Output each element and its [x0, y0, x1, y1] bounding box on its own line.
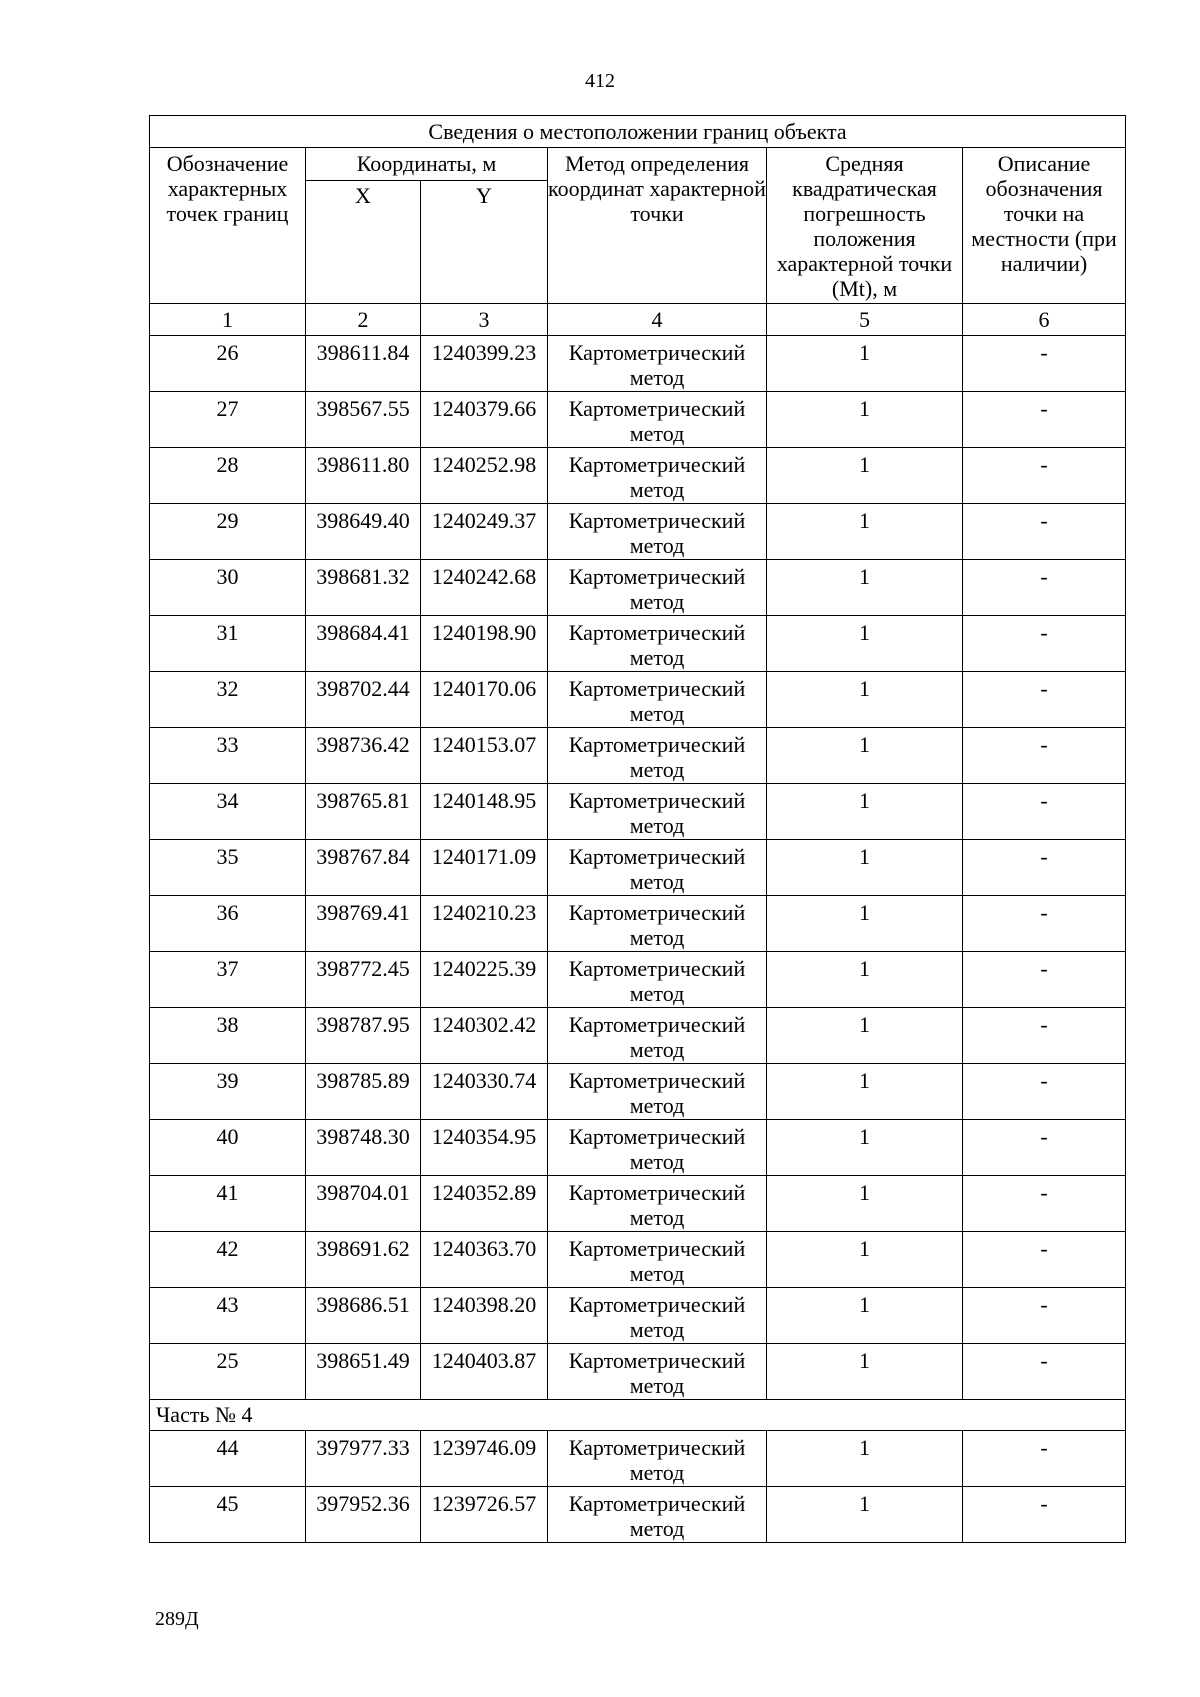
y-coordinate-cell: 1239726.57: [421, 1487, 548, 1543]
table-row: [150, 1344, 1126, 1400]
point-cell: 38: [150, 1008, 306, 1064]
description-cell: -: [963, 1008, 1126, 1064]
column-number: 5: [767, 304, 963, 336]
method-cell: Картометрический метод: [548, 896, 767, 952]
point-cell: 35: [150, 840, 306, 896]
error-cell: 1: [767, 672, 963, 728]
x-coordinate-cell: 398686.51: [306, 1288, 421, 1344]
header-y: Y: [421, 181, 548, 304]
header-error: Средняя квадратическая погрешность положения характерной точки (Mt), м: [767, 148, 963, 304]
error-cell: 1: [767, 1176, 963, 1232]
description-cell: -: [963, 952, 1126, 1008]
table-row: [150, 1487, 1126, 1543]
table-row: [150, 896, 1126, 952]
table-caption: Сведения о местоположении границ объекта: [150, 116, 1126, 148]
x-coordinate-cell: 398787.95: [306, 1008, 421, 1064]
table-row: [150, 728, 1126, 784]
method-cell: Картометрический метод: [548, 1008, 767, 1064]
column-numbers-row: [150, 304, 1126, 336]
point-cell: 34: [150, 784, 306, 840]
description-cell: -: [963, 784, 1126, 840]
method-cell: Картометрический метод: [548, 1176, 767, 1232]
column-number: 1: [150, 304, 306, 336]
x-coordinate-cell: 398736.42: [306, 728, 421, 784]
method-cell: Картометрический метод: [548, 1344, 767, 1400]
table-row: [150, 784, 1126, 840]
method-cell: Картометрический метод: [548, 840, 767, 896]
point-cell: 40: [150, 1120, 306, 1176]
error-cell: 1: [767, 336, 963, 392]
point-cell: 32: [150, 672, 306, 728]
error-cell: 1: [767, 560, 963, 616]
point-cell: 39: [150, 1064, 306, 1120]
y-coordinate-cell: 1240198.90: [421, 616, 548, 672]
table-row: [150, 1232, 1126, 1288]
table-row: [150, 1008, 1126, 1064]
x-coordinate-cell: 398611.80: [306, 448, 421, 504]
point-cell: 42: [150, 1232, 306, 1288]
description-cell: -: [963, 1487, 1126, 1543]
error-cell: 1: [767, 448, 963, 504]
y-coordinate-cell: 1240363.70: [421, 1232, 548, 1288]
method-cell: Картометрический метод: [548, 672, 767, 728]
y-coordinate-cell: 1240252.98: [421, 448, 548, 504]
method-cell: Картометрический метод: [548, 1232, 767, 1288]
y-coordinate-cell: 1240210.23: [421, 896, 548, 952]
column-number: 6: [963, 304, 1126, 336]
y-coordinate-cell: 1240148.95: [421, 784, 548, 840]
method-cell: Картометрический метод: [548, 616, 767, 672]
method-cell: Картометрический метод: [548, 1431, 767, 1487]
y-coordinate-cell: 1239746.09: [421, 1431, 548, 1487]
header-coordinates: Координаты, м: [306, 148, 548, 181]
description-cell: -: [963, 448, 1126, 504]
method-cell: Картометрический метод: [548, 1120, 767, 1176]
description-cell: -: [963, 1431, 1126, 1487]
y-coordinate-cell: 1240249.37: [421, 504, 548, 560]
y-coordinate-cell: 1240225.39: [421, 952, 548, 1008]
table-row: [150, 336, 1126, 392]
x-coordinate-cell: 397977.33: [306, 1431, 421, 1487]
description-cell: -: [963, 672, 1126, 728]
table-row: [150, 392, 1126, 448]
method-cell: Картометрический метод: [548, 952, 767, 1008]
description-cell: -: [963, 1232, 1126, 1288]
y-coordinate-cell: 1240399.23: [421, 336, 548, 392]
x-coordinate-cell: 398611.84: [306, 336, 421, 392]
description-cell: -: [963, 392, 1126, 448]
x-coordinate-cell: 398767.84: [306, 840, 421, 896]
table-row: [150, 1288, 1126, 1344]
table-row: [150, 1431, 1126, 1487]
table-row: [150, 1120, 1126, 1176]
point-cell: 37: [150, 952, 306, 1008]
column-number: 4: [548, 304, 767, 336]
x-coordinate-cell: 398684.41: [306, 616, 421, 672]
table-row: [150, 1176, 1126, 1232]
header-description: Описание обозначения точки на местности (при наличии): [963, 148, 1126, 304]
point-cell: 30: [150, 560, 306, 616]
error-cell: 1: [767, 728, 963, 784]
point-cell: 28: [150, 448, 306, 504]
x-coordinate-cell: 398748.30: [306, 1120, 421, 1176]
description-cell: -: [963, 1344, 1126, 1400]
error-cell: 1: [767, 1232, 963, 1288]
error-cell: 1: [767, 1431, 963, 1487]
error-cell: 1: [767, 1064, 963, 1120]
x-coordinate-cell: 398772.45: [306, 952, 421, 1008]
x-coordinate-cell: 398651.49: [306, 1344, 421, 1400]
header-method: Метод определения координат характерной точки: [548, 148, 767, 304]
x-coordinate-cell: 398681.32: [306, 560, 421, 616]
y-coordinate-cell: 1240352.89: [421, 1176, 548, 1232]
error-cell: 1: [767, 840, 963, 896]
y-coordinate-cell: 1240171.09: [421, 840, 548, 896]
x-coordinate-cell: 398649.40: [306, 504, 421, 560]
y-coordinate-cell: 1240330.74: [421, 1064, 548, 1120]
description-cell: -: [963, 1288, 1126, 1344]
point-cell: 26: [150, 336, 306, 392]
description-cell: -: [963, 616, 1126, 672]
method-cell: Картометрический метод: [548, 728, 767, 784]
error-cell: 1: [767, 784, 963, 840]
column-number: 3: [421, 304, 548, 336]
table-row: [150, 840, 1126, 896]
point-cell: 31: [150, 616, 306, 672]
description-cell: -: [963, 840, 1126, 896]
x-coordinate-cell: 398785.89: [306, 1064, 421, 1120]
header-point: Обозначение характерных точек границ: [150, 148, 306, 304]
document-code: 289Д: [155, 1608, 199, 1630]
error-cell: 1: [767, 952, 963, 1008]
y-coordinate-cell: 1240403.87: [421, 1344, 548, 1400]
column-number: 2: [306, 304, 421, 336]
description-cell: -: [963, 728, 1126, 784]
description-cell: -: [963, 896, 1126, 952]
description-cell: -: [963, 1120, 1126, 1176]
method-cell: Картометрический метод: [548, 1064, 767, 1120]
method-cell: Картометрический метод: [548, 784, 767, 840]
point-cell: 33: [150, 728, 306, 784]
table-row: [150, 560, 1126, 616]
method-cell: Картометрический метод: [548, 560, 767, 616]
point-cell: 41: [150, 1176, 306, 1232]
error-cell: 1: [767, 1344, 963, 1400]
y-coordinate-cell: 1240242.68: [421, 560, 548, 616]
table-row: [150, 448, 1126, 504]
y-coordinate-cell: 1240379.66: [421, 392, 548, 448]
error-cell: 1: [767, 392, 963, 448]
error-cell: 1: [767, 1008, 963, 1064]
x-coordinate-cell: 398704.01: [306, 1176, 421, 1232]
y-coordinate-cell: 1240302.42: [421, 1008, 548, 1064]
error-cell: 1: [767, 896, 963, 952]
error-cell: 1: [767, 1487, 963, 1543]
x-coordinate-cell: 398691.62: [306, 1232, 421, 1288]
point-cell: 45: [150, 1487, 306, 1543]
table-row: [150, 1064, 1126, 1120]
y-coordinate-cell: 1240170.06: [421, 672, 548, 728]
error-cell: 1: [767, 1120, 963, 1176]
y-coordinate-cell: 1240354.95: [421, 1120, 548, 1176]
table-row: [150, 504, 1126, 560]
part-row: [150, 1400, 1126, 1431]
point-cell: 27: [150, 392, 306, 448]
table-row: [150, 952, 1126, 1008]
x-coordinate-cell: 398765.81: [306, 784, 421, 840]
error-cell: 1: [767, 504, 963, 560]
table-row: [150, 672, 1126, 728]
method-cell: Картометрический метод: [548, 448, 767, 504]
point-cell: 43: [150, 1288, 306, 1344]
boundary-coordinates-table: [149, 115, 1126, 1543]
method-cell: Картометрический метод: [548, 504, 767, 560]
description-cell: -: [963, 1176, 1126, 1232]
description-cell: -: [963, 1064, 1126, 1120]
point-cell: 36: [150, 896, 306, 952]
part-label: Часть № 4: [150, 1400, 1126, 1431]
x-coordinate-cell: 398567.55: [306, 392, 421, 448]
description-cell: -: [963, 504, 1126, 560]
description-cell: -: [963, 336, 1126, 392]
error-cell: 1: [767, 616, 963, 672]
method-cell: Картометрический метод: [548, 1288, 767, 1344]
point-cell: 25: [150, 1344, 306, 1400]
x-coordinate-cell: 398769.41: [306, 896, 421, 952]
point-cell: 44: [150, 1431, 306, 1487]
method-cell: Картометрический метод: [548, 1487, 767, 1543]
x-coordinate-cell: 398702.44: [306, 672, 421, 728]
table-row: [150, 616, 1126, 672]
page-number: 412: [585, 70, 615, 92]
error-cell: 1: [767, 1288, 963, 1344]
x-coordinate-cell: 397952.36: [306, 1487, 421, 1543]
method-cell: Картометрический метод: [548, 336, 767, 392]
header-x: X: [306, 181, 421, 304]
description-cell: -: [963, 560, 1126, 616]
y-coordinate-cell: 1240153.07: [421, 728, 548, 784]
method-cell: Картометрический метод: [548, 392, 767, 448]
point-cell: 29: [150, 504, 306, 560]
y-coordinate-cell: 1240398.20: [421, 1288, 548, 1344]
